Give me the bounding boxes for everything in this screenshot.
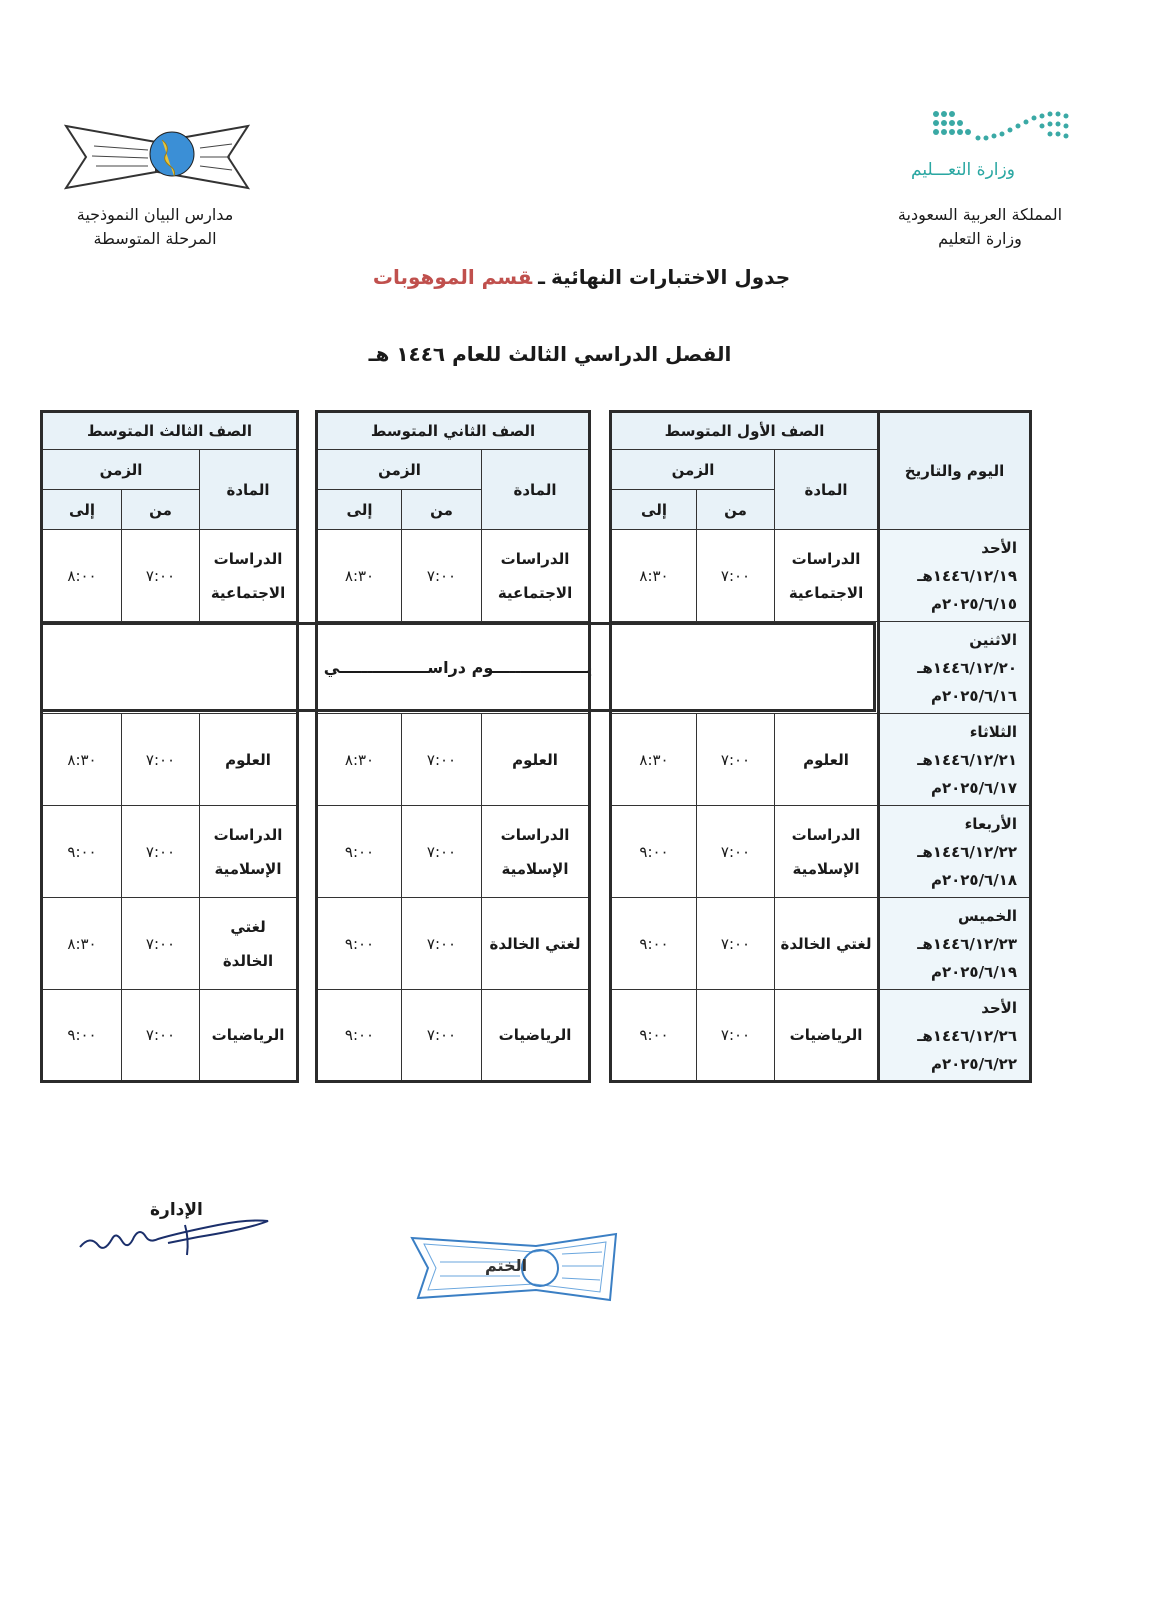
time-to: ٩:٠٠ <box>317 990 402 1082</box>
subject-cell: الدراسات الاجتماعية <box>482 530 590 622</box>
time-to: ٩:٠٠ <box>42 806 122 898</box>
ministry-logo-text: وزارة التعـــليم <box>911 160 1015 180</box>
day-date-header: اليوم والتاريخ <box>879 412 1031 530</box>
day-cell: الأحد ١٤٤٦/١٢/٢٦هـ ٢٠٢٥/٦/٢٢م <box>879 990 1031 1082</box>
subject-cell: الرياضيات <box>200 990 298 1082</box>
time-header: الزمن <box>42 450 200 490</box>
from-header: من <box>402 490 482 530</box>
time-header: الزمن <box>611 450 775 490</box>
exam-row <box>42 714 298 806</box>
day-cell: الثلاثاء ١٤٤٦/١٢/٢١هـ ٢٠٢٥/٦/١٧م <box>879 714 1031 806</box>
grade2-table <box>315 410 591 1083</box>
title-accent: قسم الموهوبات <box>372 265 533 289</box>
subject-header: المادة <box>200 450 298 530</box>
exam-row <box>42 990 298 1082</box>
stamp-label: الختم <box>485 1256 528 1275</box>
grade-header: الصف الثاني المتوسط <box>317 412 590 450</box>
study-day-row <box>611 622 879 714</box>
time-from: ٧:٠٠ <box>697 990 775 1082</box>
from-header: من <box>122 490 200 530</box>
time-to: ٨:٣٠ <box>611 714 697 806</box>
time-to: ٩:٠٠ <box>317 898 402 990</box>
subject-cell: الدراسات الاجتماعية <box>200 530 298 622</box>
school-name: مدارس البيان النموذجية <box>76 205 234 224</box>
subject-cell: الدراسات الإسلامية <box>775 806 879 898</box>
time-from: ٧:٠٠ <box>402 990 482 1082</box>
time-from: ٧:٠٠ <box>697 714 775 806</box>
exam-row <box>317 530 590 622</box>
subject-cell: العلوم <box>775 714 879 806</box>
exam-row <box>611 898 879 990</box>
time-to: ٩:٠٠ <box>611 806 697 898</box>
exam-row <box>611 714 879 806</box>
time-to: ٩:٠٠ <box>611 990 697 1082</box>
from-header: من <box>697 490 775 530</box>
day-cell: الاثنين ١٤٤٦/١٢/٢٠هـ ٢٠٢٥/٦/١٦م <box>879 622 1031 714</box>
study-day-label: يـــــــــــــــــوم دراســــــــــــــــي <box>323 657 593 677</box>
subject-cell: الرياضيات <box>482 990 590 1082</box>
exam-row <box>317 990 590 1082</box>
grade-header: الصف الأول المتوسط <box>611 412 879 450</box>
exam-row <box>317 714 590 806</box>
time-from: ٧:٠٠ <box>402 530 482 622</box>
time-to: ٩:٠٠ <box>317 806 402 898</box>
exam-row <box>42 530 298 622</box>
time-header: الزمن <box>317 450 482 490</box>
exam-row <box>317 806 590 898</box>
admin-label: الإدارة <box>150 1200 203 1220</box>
time-from: ٧:٠٠ <box>697 806 775 898</box>
time-from: ٧:٠٠ <box>122 714 200 806</box>
grade-header: الصف الثالث المتوسط <box>42 412 298 450</box>
subject-cell: لغتي الخالدة <box>482 898 590 990</box>
school-logo <box>64 124 250 190</box>
time-to: ٨:٠٠ <box>42 530 122 622</box>
to-header: إلى <box>611 490 697 530</box>
subject-header: المادة <box>775 450 879 530</box>
day-cell: الخميس ١٤٤٦/١٢/٢٣هـ ٢٠٢٥/٦/١٩م <box>879 898 1031 990</box>
exam-row <box>611 990 879 1082</box>
subject-cell: الدراسات الاجتماعية <box>775 530 879 622</box>
time-from: ٧:٠٠ <box>122 530 200 622</box>
exam-row <box>611 806 879 898</box>
time-to: ٨:٣٠ <box>42 898 122 990</box>
time-from: ٧:٠٠ <box>697 530 775 622</box>
time-to: ٨:٣٠ <box>42 714 122 806</box>
time-from: ٧:٠٠ <box>402 714 482 806</box>
page-subtitle: الفصل الدراسي الثالث للعام ١٤٤٦ هـ <box>368 342 732 366</box>
signature <box>75 1215 275 1275</box>
school-stage: المرحلة المتوسطة <box>93 229 217 248</box>
time-to: ٩:٠٠ <box>611 898 697 990</box>
grade3-table <box>40 410 299 1083</box>
day-cell: الأحد ١٤٤٦/١٢/١٩هـ ٢٠٢٥/٦/١٥م <box>879 530 1031 622</box>
days-table <box>877 410 1032 1083</box>
time-to: ٩:٠٠ <box>42 990 122 1082</box>
time-from: ٧:٠٠ <box>402 806 482 898</box>
exam-row <box>42 806 298 898</box>
study-day-row <box>317 622 590 714</box>
time-to: ٨:٣٠ <box>611 530 697 622</box>
time-to: ٨:٣٠ <box>317 714 402 806</box>
time-from: ٧:٠٠ <box>122 898 200 990</box>
time-from: ٧:٠٠ <box>402 898 482 990</box>
ministry-name: وزارة التعليم <box>938 229 1022 248</box>
title-main: جدول الاختبارات النهائية <box>550 265 791 289</box>
time-from: ٧:٠٠ <box>697 898 775 990</box>
time-to: ٨:٣٠ <box>317 530 402 622</box>
ministry-logo <box>930 108 1080 144</box>
subject-cell: الرياضيات <box>775 990 879 1082</box>
exam-row <box>317 898 590 990</box>
exam-row <box>42 898 298 990</box>
to-header: إلى <box>42 490 122 530</box>
time-from: ٧:٠٠ <box>122 806 200 898</box>
header-right <box>880 203 1080 251</box>
subject-cell: لغتي الخالدة <box>200 898 298 990</box>
subject-cell: العلوم <box>482 714 590 806</box>
to-header: إلى <box>317 490 402 530</box>
subject-cell: لغتي الخالدة <box>775 898 879 990</box>
time-from: ٧:٠٠ <box>122 990 200 1082</box>
page-title <box>0 265 1163 289</box>
subject-cell: العلوم <box>200 714 298 806</box>
study-day-row <box>42 622 298 714</box>
exam-row <box>611 530 879 622</box>
title-dash: ـ <box>538 265 545 289</box>
grade1-table <box>609 410 880 1083</box>
header-left <box>60 203 250 251</box>
subject-header: المادة <box>482 450 590 530</box>
subject-cell: الدراسات الإسلامية <box>200 806 298 898</box>
day-cell: الأربعاء ١٤٤٦/١٢/٢٢هـ ٢٠٢٥/٦/١٨م <box>879 806 1031 898</box>
subject-cell: الدراسات الإسلامية <box>482 806 590 898</box>
kingdom-name: المملكة العربية السعودية <box>897 205 1063 224</box>
